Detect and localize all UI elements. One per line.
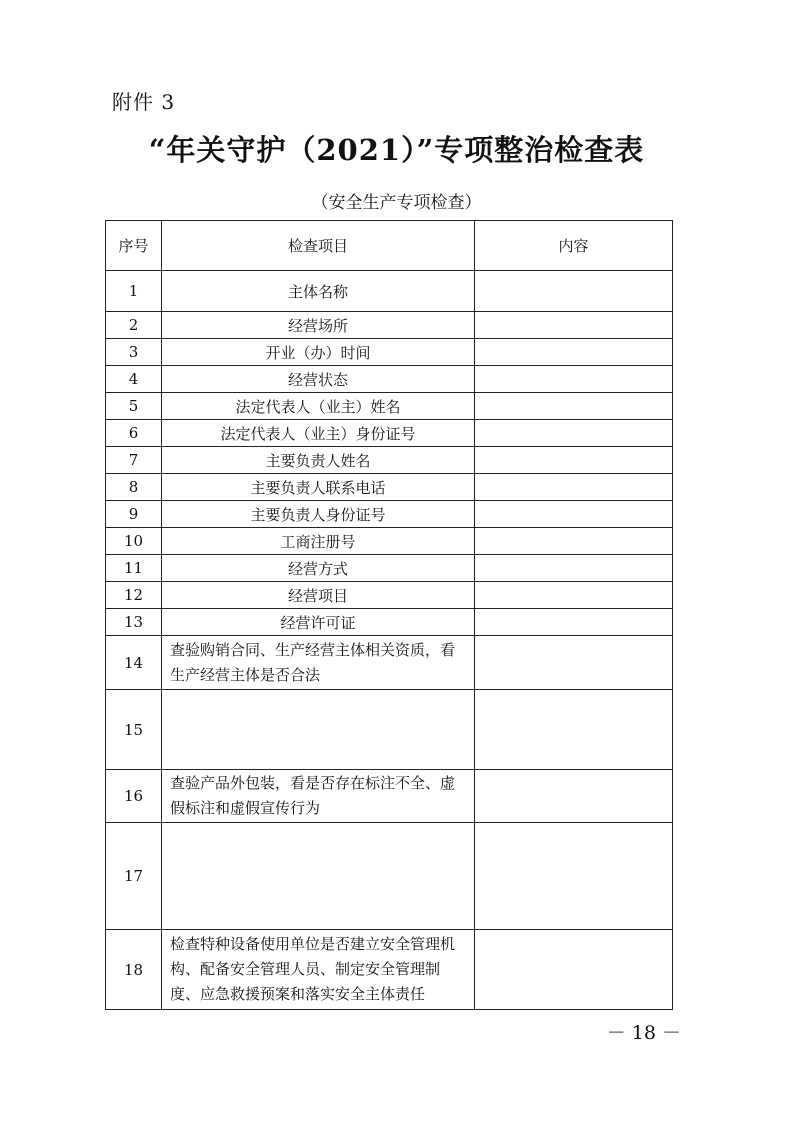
row-item bbox=[162, 690, 475, 770]
row-index: 9 bbox=[106, 501, 162, 528]
table-header-row bbox=[106, 221, 673, 271]
row-item bbox=[162, 823, 475, 930]
row-content[interactable] bbox=[475, 770, 673, 823]
row-content[interactable] bbox=[475, 339, 673, 366]
row-item: 法定代表人（业主）姓名 bbox=[162, 393, 475, 420]
row-content[interactable] bbox=[475, 474, 673, 501]
row-index: 5 bbox=[106, 393, 162, 420]
row-index: 16 bbox=[106, 770, 162, 823]
row-index: 10 bbox=[106, 528, 162, 555]
row-content[interactable] bbox=[475, 420, 673, 447]
row-item: 经营场所 bbox=[162, 312, 475, 339]
table-row bbox=[106, 636, 673, 690]
table-row bbox=[106, 312, 673, 339]
row-content[interactable] bbox=[475, 582, 673, 609]
row-index: 14 bbox=[106, 636, 162, 690]
table-row bbox=[106, 690, 673, 770]
table-row bbox=[106, 501, 673, 528]
row-index: 3 bbox=[106, 339, 162, 366]
table-row bbox=[106, 447, 673, 474]
header-index: 序号 bbox=[106, 221, 162, 271]
table-row bbox=[106, 339, 673, 366]
row-index: 6 bbox=[106, 420, 162, 447]
row-index: 12 bbox=[106, 582, 162, 609]
row-item: 查验产品外包装，看是否存在标注不全、虚假标注和虚假宣传行为 bbox=[162, 770, 475, 823]
row-item: 主要负责人身份证号 bbox=[162, 501, 475, 528]
table-row bbox=[106, 271, 673, 312]
table-row bbox=[106, 609, 673, 636]
row-item: 主要负责人姓名 bbox=[162, 447, 475, 474]
row-item: 检查特种设备使用单位是否建立安全管理机构、配备安全管理人员、制定安全管理制度、应急救援预案和落实安全主体责任 bbox=[162, 930, 475, 1010]
table-row bbox=[106, 823, 673, 930]
row-content[interactable] bbox=[475, 366, 673, 393]
page-subtitle: （安全生产专项检查） bbox=[311, 193, 482, 213]
row-content[interactable] bbox=[475, 690, 673, 770]
row-content[interactable] bbox=[475, 501, 673, 528]
header-content: 内容 bbox=[475, 221, 673, 271]
row-index: 8 bbox=[106, 474, 162, 501]
header-item: 检查项目 bbox=[162, 221, 475, 271]
table-row bbox=[106, 770, 673, 823]
row-item: 法定代表人（业主）身份证号 bbox=[162, 420, 475, 447]
row-index: 1 bbox=[106, 271, 162, 312]
inspection-table bbox=[105, 220, 673, 1010]
row-content[interactable] bbox=[475, 609, 673, 636]
row-item: 经营项目 bbox=[162, 582, 475, 609]
attachment-label: 附件 3 bbox=[112, 90, 176, 114]
row-item: 查验购销合同、生产经营主体相关资质，看生产经营主体是否合法 bbox=[162, 636, 475, 690]
row-content[interactable] bbox=[475, 636, 673, 690]
table-row bbox=[106, 555, 673, 582]
table-row bbox=[106, 393, 673, 420]
row-content[interactable] bbox=[475, 312, 673, 339]
page-title: “年关守护（2021）”专项整治检查表 bbox=[148, 133, 645, 167]
row-content[interactable] bbox=[475, 930, 673, 1010]
table-row bbox=[106, 420, 673, 447]
row-item: 经营许可证 bbox=[162, 609, 475, 636]
row-content[interactable] bbox=[475, 393, 673, 420]
row-content[interactable] bbox=[475, 555, 673, 582]
row-index: 11 bbox=[106, 555, 162, 582]
page-number: － 18 － bbox=[606, 1022, 681, 1044]
row-item: 主要负责人联系电话 bbox=[162, 474, 475, 501]
row-item: 经营方式 bbox=[162, 555, 475, 582]
row-index: 13 bbox=[106, 609, 162, 636]
row-index: 15 bbox=[106, 690, 162, 770]
row-index: 4 bbox=[106, 366, 162, 393]
row-index: 17 bbox=[106, 823, 162, 930]
row-index: 18 bbox=[106, 930, 162, 1010]
row-content[interactable] bbox=[475, 528, 673, 555]
table-row bbox=[106, 474, 673, 501]
row-content[interactable] bbox=[475, 447, 673, 474]
row-item: 主体名称 bbox=[162, 271, 475, 312]
row-index: 2 bbox=[106, 312, 162, 339]
table-row bbox=[106, 528, 673, 555]
table-row bbox=[106, 366, 673, 393]
row-index: 7 bbox=[106, 447, 162, 474]
row-item: 开业（办）时间 bbox=[162, 339, 475, 366]
row-content[interactable] bbox=[475, 271, 673, 312]
table-row bbox=[106, 930, 673, 1010]
row-item: 工商注册号 bbox=[162, 528, 475, 555]
row-content[interactable] bbox=[475, 823, 673, 930]
table-row bbox=[106, 582, 673, 609]
row-item: 经营状态 bbox=[162, 366, 475, 393]
